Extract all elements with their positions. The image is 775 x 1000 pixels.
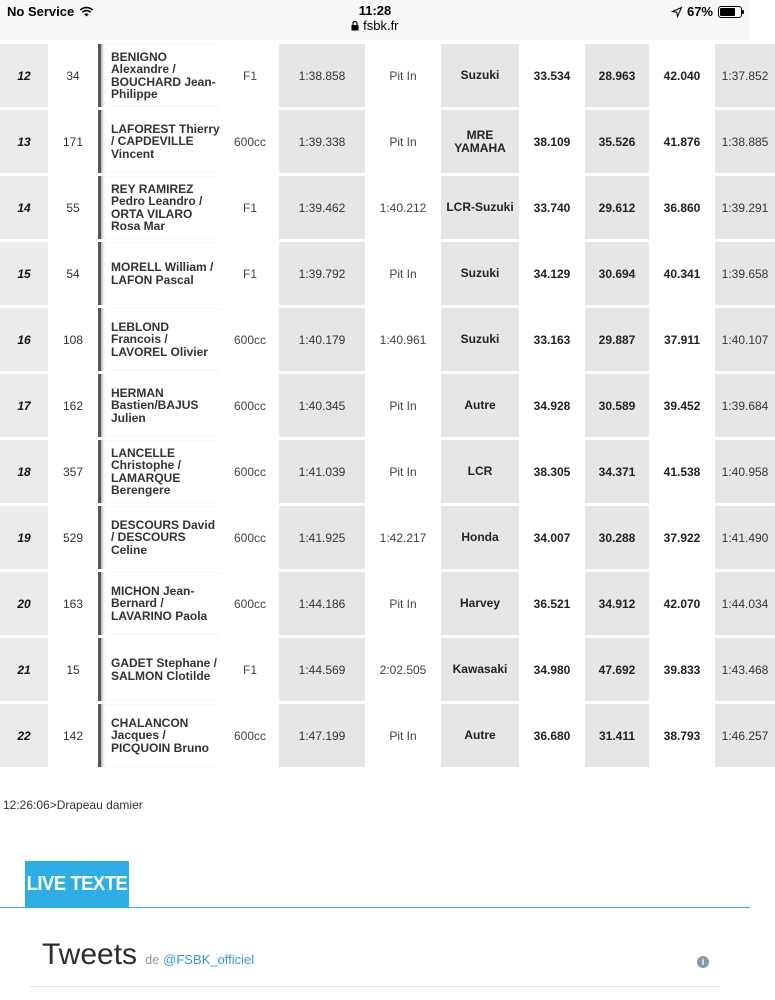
category-cell: 600cc — [233, 728, 267, 743]
best-lap-cell: 1:39.338 — [279, 110, 365, 173]
last-lap-cell: 2:02.505 — [365, 638, 441, 701]
lock-icon — [351, 21, 359, 31]
brand-cell: Suzuki — [441, 242, 519, 305]
category-cell: 600cc — [233, 464, 267, 479]
sector1-cell: 34.980 — [533, 662, 571, 677]
carrier-text: No Service — [7, 4, 75, 19]
sector1-cell: 38.109 — [533, 134, 571, 149]
position-cell: 17 — [0, 374, 48, 437]
sector2-cell: 28.963 — [585, 44, 649, 107]
rider-names-cell: HERMAN Bastien/BAJUS Julien — [98, 374, 221, 437]
lap-time-cell: 1:44.034 — [715, 572, 775, 635]
position-cell: 15 — [0, 242, 48, 305]
sector1-cell: 33.740 — [533, 200, 571, 215]
position-cell: 14 — [0, 176, 48, 239]
lap-time-cell: 1:39.684 — [715, 374, 775, 437]
position-cell: 20 — [0, 572, 48, 635]
best-lap-cell: 1:40.179 — [279, 308, 365, 371]
brand-cell: Honda — [441, 506, 519, 569]
brand-cell: Autre — [441, 374, 519, 437]
category-cell: F1 — [242, 68, 257, 83]
best-lap-cell: 1:47.199 — [279, 704, 365, 767]
last-lap-cell: Pit In — [365, 374, 441, 437]
rider-names-cell: MICHON Jean-Bernard / LAVARINO Paola — [98, 572, 221, 635]
rider-names-cell: LAFOREST Thierry / CAPDEVILLE Vincent — [98, 110, 221, 173]
rider-names-cell: CHALANCON Jacques / PICQUOIN Bruno — [98, 704, 221, 767]
category-cell: 600cc — [233, 596, 267, 611]
table-row — [0, 440, 775, 503]
brand-cell: LCR-Suzuki — [441, 176, 519, 239]
sector1-cell: 38.305 — [533, 464, 571, 479]
sector2-cell: 30.694 — [585, 242, 649, 305]
lap-time-cell: 1:39.291 — [715, 176, 775, 239]
live-texte-badge[interactable]: LIVE TEXTE — [25, 861, 129, 907]
rider-names-cell: BENIGNO Alexandre / BOUCHARD Jean-Philippe — [98, 44, 221, 107]
sector1-cell: 36.521 — [533, 596, 571, 611]
last-lap-cell: Pit In — [365, 704, 441, 767]
location-arrow-icon — [672, 7, 682, 17]
best-lap-cell: 1:44.569 — [279, 638, 365, 701]
best-lap-cell: 1:39.792 — [279, 242, 365, 305]
table-row — [0, 374, 775, 437]
category-cell: 600cc — [233, 134, 267, 149]
position-cell: 19 — [0, 506, 48, 569]
sector3-cell: 37.922 — [663, 530, 701, 545]
last-lap-cell: 1:40.212 — [365, 176, 441, 239]
best-lap-cell: 1:41.925 — [279, 506, 365, 569]
bike-number-cell: 142 — [48, 704, 98, 767]
last-lap-cell: Pit In — [365, 242, 441, 305]
rider-names-cell: GADET Stephane / SALMON Clotilde — [98, 638, 221, 701]
sector3-cell: 40.341 — [663, 266, 701, 281]
tweets-handle-link[interactable]: @FSBK_officiel — [163, 952, 255, 967]
bike-number-cell: 162 — [48, 374, 98, 437]
bike-number-cell: 108 — [48, 308, 98, 371]
brand-cell: Autre — [441, 704, 519, 767]
sector1-cell: 33.163 — [533, 332, 571, 347]
sector3-cell: 42.070 — [663, 596, 701, 611]
results-body — [0, 44, 775, 767]
brand-cell: Harvey — [441, 572, 519, 635]
category-cell: 600cc — [233, 530, 267, 545]
tweets-title: Tweets — [42, 938, 138, 971]
status-center — [0, 3, 750, 34]
bike-number-cell: 171 — [48, 110, 98, 173]
sector3-cell: 36.860 — [663, 200, 701, 215]
brand-cell: Kawasaki — [441, 638, 519, 701]
sector2-cell: 31.411 — [585, 704, 649, 767]
table-row — [0, 44, 775, 107]
url-text: fsbk.fr — [363, 18, 399, 33]
lap-time-cell: 1:38.885 — [715, 110, 775, 173]
table-row — [0, 242, 775, 305]
brand-cell: Suzuki — [441, 308, 519, 371]
sector1-cell: 34.007 — [533, 530, 571, 545]
table-row — [0, 506, 775, 569]
position-cell: 13 — [0, 110, 48, 173]
best-lap-cell: 1:44.186 — [279, 572, 365, 635]
sector2-cell: 35.526 — [585, 110, 649, 173]
tweets-by — [145, 952, 254, 967]
category-cell: 600cc — [233, 332, 267, 347]
status-bar — [0, 0, 750, 40]
sector2-cell: 34.371 — [585, 440, 649, 503]
sector3-cell: 39.833 — [663, 662, 701, 677]
url-bar[interactable] — [0, 18, 750, 34]
flag-message: 12:26:06>Drapeau damier — [3, 798, 143, 812]
live-divider — [0, 907, 750, 908]
sector2-cell: 47.692 — [585, 638, 649, 701]
bike-number-cell: 529 — [48, 506, 98, 569]
sector2-cell: 29.887 — [585, 308, 649, 371]
sector3-cell: 42.040 — [663, 68, 701, 83]
lap-time-cell: 1:41.490 — [715, 506, 775, 569]
lap-time-cell: 1:37.852 — [715, 44, 775, 107]
table-row — [0, 704, 775, 767]
brand-cell: LCR — [441, 440, 519, 503]
sector2-cell: 30.589 — [585, 374, 649, 437]
table-row — [0, 572, 775, 635]
position-cell: 18 — [0, 440, 48, 503]
category-cell: 600cc — [233, 398, 267, 413]
best-lap-cell: 1:40.345 — [279, 374, 365, 437]
brand-cell: Suzuki — [441, 44, 519, 107]
position-cell: 22 — [0, 704, 48, 767]
category-cell: F1 — [242, 266, 257, 281]
last-lap-cell: Pit In — [365, 44, 441, 107]
rider-names-cell: LEBLOND Francois / LAVOREL Olivier — [98, 308, 221, 371]
tweets-divider — [30, 986, 720, 987]
sector2-cell: 34.912 — [585, 572, 649, 635]
lap-time-cell: 1:40.958 — [715, 440, 775, 503]
rider-names-cell: MORELL William / LAFON Pascal — [98, 242, 221, 305]
category-cell: F1 — [242, 200, 257, 215]
table-row — [0, 176, 775, 239]
table-row — [0, 638, 775, 701]
lap-time-cell: 1:43.468 — [715, 638, 775, 701]
table-row — [0, 110, 775, 173]
best-lap-cell: 1:41.039 — [279, 440, 365, 503]
sector1-cell: 34.928 — [533, 398, 571, 413]
sector3-cell: 39.452 — [663, 398, 701, 413]
position-cell: 12 — [0, 44, 48, 107]
last-lap-cell: 1:42.217 — [365, 506, 441, 569]
brand-cell: MRE YAMAHA — [441, 110, 519, 173]
bike-number-cell: 55 — [48, 176, 98, 239]
best-lap-cell: 1:38.858 — [279, 44, 365, 107]
sector1-cell: 33.534 — [533, 68, 571, 83]
rider-names-cell: LANCELLE Christophe / LAMARQUE Berengere — [98, 440, 221, 503]
battery-percent: 67% — [686, 4, 713, 19]
table-row — [0, 308, 775, 371]
status-right — [672, 4, 742, 19]
last-lap-cell: 1:40.961 — [365, 308, 441, 371]
lap-time-cell: 1:39.658 — [715, 242, 775, 305]
sector3-cell: 41.876 — [663, 134, 701, 149]
sector1-cell: 36.680 — [533, 728, 571, 743]
position-cell: 21 — [0, 638, 48, 701]
last-lap-cell: Pit In — [365, 110, 441, 173]
sector3-cell: 38.793 — [663, 728, 701, 743]
rider-names-cell: DESCOURS David / DESCOURS Celine — [98, 506, 221, 569]
lap-time-cell: 1:46.257 — [715, 704, 775, 767]
bike-number-cell: 163 — [48, 572, 98, 635]
best-lap-cell: 1:39.462 — [279, 176, 365, 239]
battery-icon — [718, 6, 742, 18]
position-cell: 16 — [0, 308, 48, 371]
clock: 11:28 — [358, 3, 392, 18]
sector2-cell: 29.612 — [585, 176, 649, 239]
sector1-cell: 34.129 — [533, 266, 571, 281]
lap-time-cell: 1:40.107 — [715, 308, 775, 371]
sector3-cell: 41.538 — [663, 464, 701, 479]
rider-names-cell: REY RAMIREZ Pedro Leandro / ORTA VILARO Rosa Mar — [98, 176, 221, 239]
bike-number-cell: 34 — [48, 44, 98, 107]
tweets-header — [42, 938, 254, 972]
tweets-by-label: de — [145, 952, 160, 967]
bike-number-cell: 15 — [48, 638, 98, 701]
bike-number-cell: 54 — [48, 242, 98, 305]
bike-number-cell: 357 — [48, 440, 98, 503]
category-cell: F1 — [242, 662, 257, 677]
last-lap-cell: Pit In — [365, 440, 441, 503]
info-icon[interactable]: i — [697, 956, 709, 968]
sector2-cell: 30.288 — [585, 506, 649, 569]
last-lap-cell: Pit In — [365, 572, 441, 635]
sector3-cell: 37.911 — [663, 332, 701, 347]
results-table — [0, 41, 775, 770]
